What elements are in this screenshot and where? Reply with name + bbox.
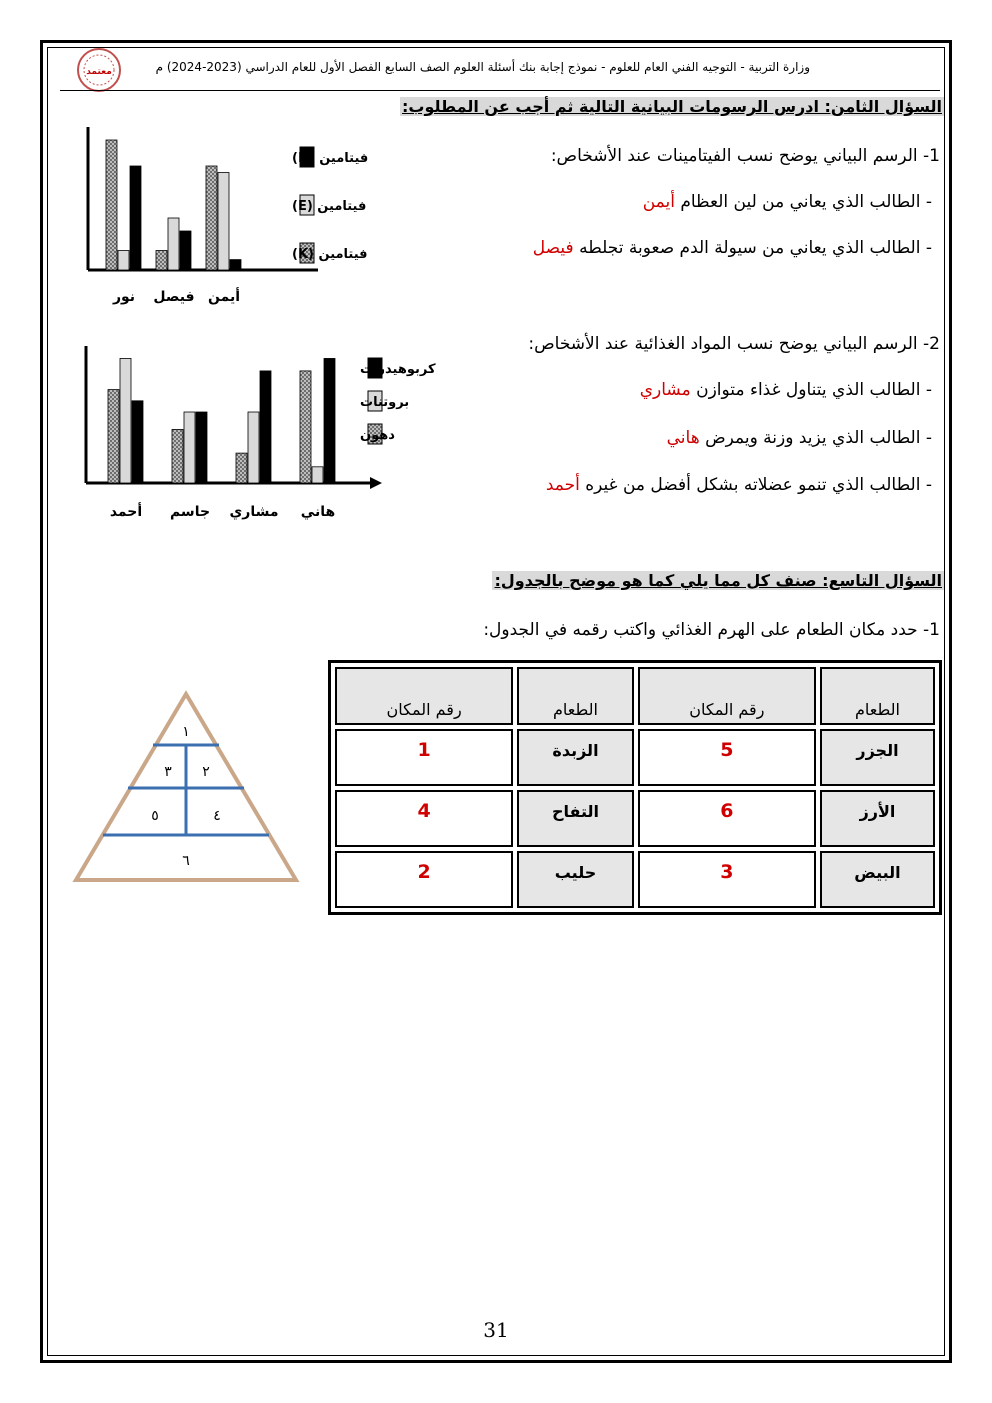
q8-p2-line1-text: - الطالب الذي يتناول غذاء متوازن xyxy=(696,380,932,400)
vitamin-chart xyxy=(70,115,410,315)
bar-دهون xyxy=(172,429,183,483)
header-place-a: رقم المكان xyxy=(638,667,816,725)
logo-text: معتمد xyxy=(86,67,112,77)
header-food-a: الطعام xyxy=(820,667,935,725)
header-place-b: رقم المكان xyxy=(335,667,513,725)
bar-بروتنات xyxy=(248,412,259,483)
bar-فيتامين (E) xyxy=(168,218,179,270)
category-label: فيصل xyxy=(153,289,195,305)
q8-p2-line1 xyxy=(640,380,932,400)
category-label: أحمد xyxy=(109,504,143,520)
legend-label: بروتنات xyxy=(360,395,410,410)
table-header-row xyxy=(335,667,935,725)
food-cell: حليب xyxy=(517,851,634,908)
pyramid-label: ٣ xyxy=(164,764,172,780)
pyramid-label: ٥ xyxy=(151,808,159,824)
food-cell: البيض xyxy=(820,851,935,908)
bar-بروتنات xyxy=(120,358,131,483)
bar-بروتنات xyxy=(184,412,195,483)
food-cell: التفاح xyxy=(517,790,634,847)
food-cell: الجزر xyxy=(820,729,935,786)
legend-label: كربوهيدرات xyxy=(360,362,436,377)
q8-p1-intro: 1- الرسم البياني يوضح نسب الفيتامينات عند الأشخاص: xyxy=(550,146,940,166)
bar-فيتامين (D) xyxy=(130,166,141,270)
place-cell: 3 xyxy=(638,851,816,908)
q9-intro: 1- حدد مكان الطعام على الهرم الغذائي واكتب رقمه في الجدول: xyxy=(483,620,940,640)
bar-فيتامين (K) xyxy=(156,251,167,271)
bar-كربوهيدرات xyxy=(260,371,271,483)
pyramid-label: ٦ xyxy=(182,853,190,869)
x-axis-arrow xyxy=(370,477,382,489)
bar-كربوهيدرات xyxy=(132,401,143,483)
place-cell: 1 xyxy=(335,729,513,786)
pyramid-label: ١ xyxy=(182,724,190,740)
bar-فيتامين (D) xyxy=(230,260,241,270)
place-cell: 6 xyxy=(638,790,816,847)
place-cell: 2 xyxy=(335,851,513,908)
q8-p1-line2 xyxy=(533,238,932,258)
header-divider xyxy=(60,90,940,91)
place-cell: 5 xyxy=(638,729,816,786)
bar-فيتامين (K) xyxy=(206,166,217,270)
table-row xyxy=(335,790,935,847)
legend-label: فيتامين (E) xyxy=(292,199,367,214)
category-label: جاسم xyxy=(169,504,211,520)
food-table xyxy=(328,660,942,915)
q8-p2-line3-text: - الطالب الذي تنمو عضلاته بشكل أفضل من غيره xyxy=(585,475,932,495)
ministry-logo xyxy=(75,46,123,94)
nutrients-chart xyxy=(70,340,470,530)
header-text: وزارة التربية - التوجيه الفني العام للعلوم - نموذج إجابة بنك أسئلة العلوم الصف السابع الفصل الأول للعام الدراسي (2023-2024) م xyxy=(155,60,810,74)
legend-label: فيتامين (K) xyxy=(292,247,368,262)
q8-title: السؤال الثامن: ادرس الرسومات البيانية التالية ثم أجب عن المطلوب: xyxy=(402,97,942,116)
table-row xyxy=(335,729,935,786)
bar-دهون xyxy=(108,390,119,483)
bar-فيتامين (E) xyxy=(118,251,129,271)
q8-p1-line2-answer: فيصل xyxy=(532,238,574,258)
q8-p1-line1-answer: أيمن xyxy=(642,192,675,212)
q8-p2-line2-text: - الطالب الذي يزيد وزنة ويمرض xyxy=(705,428,932,448)
bar-كربوهيدرات xyxy=(196,412,207,483)
category-label: مشاري xyxy=(229,504,279,520)
category-label: هاني xyxy=(300,504,336,520)
bar-كربوهيدرات xyxy=(324,358,335,483)
bar-دهون xyxy=(236,453,247,483)
category-label: نور xyxy=(112,289,136,305)
food-cell: الأرز xyxy=(820,790,935,847)
bar-فيتامين (K) xyxy=(106,140,117,270)
bar-فيتامين (E) xyxy=(218,173,229,271)
place-cell: 4 xyxy=(335,790,513,847)
bar-بروتنات xyxy=(312,467,323,483)
q8-p2-line3 xyxy=(546,475,932,495)
pyramid-label: ٤ xyxy=(213,808,221,824)
q8-p1-line2-text: - الطالب الذي يعاني من سيولة الدم صعوبة تجلطه xyxy=(579,238,932,258)
legend-label: فيتامين (D) xyxy=(292,151,369,166)
q8-p2-line1-answer: مشاري xyxy=(639,380,691,400)
q8-p2-line2-answer: هاني xyxy=(666,428,700,448)
q8-p1-line1-text: - الطالب الذي يعاني من لين العظام xyxy=(680,192,932,212)
category-label: أيمن xyxy=(207,289,241,305)
legend-label: دهون xyxy=(360,428,395,443)
bar-فيتامين (D) xyxy=(180,231,191,270)
q9-title: السؤال التاسع: صنف كل مما يلي كما هو موضح بالجدول: xyxy=(494,571,942,590)
food-pyramid xyxy=(70,690,302,886)
table-row xyxy=(335,851,935,908)
bar-دهون xyxy=(300,371,311,483)
pyramid-label: ٢ xyxy=(202,764,210,780)
q8-p2-line2 xyxy=(667,428,932,448)
header-food-b: الطعام xyxy=(517,667,634,725)
q8-p2-line3-answer: أحمد xyxy=(545,475,580,495)
q8-p1-line1 xyxy=(643,192,932,212)
page-number: 31 xyxy=(483,1318,509,1342)
q8-p2-intro: 2- الرسم البياني يوضح نسب المواد الغذائية عند الأشخاص: xyxy=(528,334,940,354)
food-cell: الزبدة xyxy=(517,729,634,786)
